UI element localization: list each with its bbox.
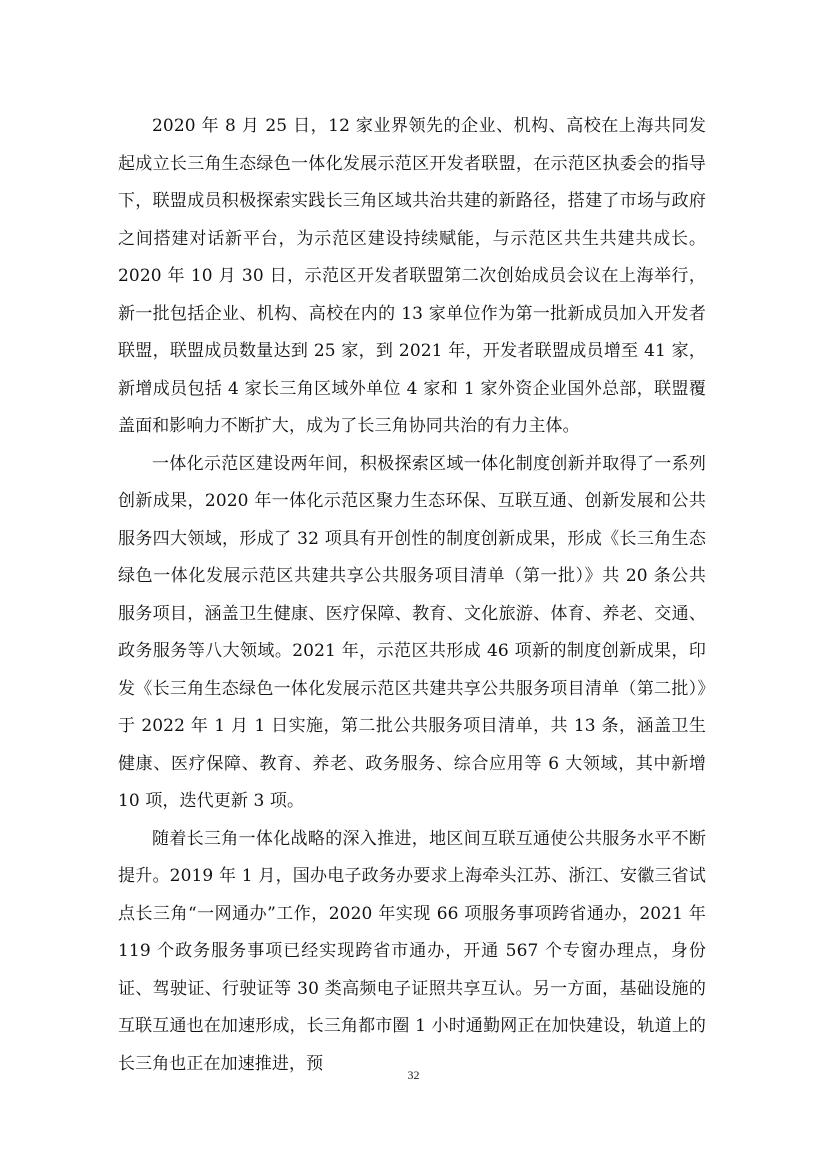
paragraph-developer-alliance: 2020 年 8 月 25 日，12 家业界领先的企业、机构、高校在上海共同发起成立长三角生态绿色一体化发展示范区开发者联盟，在示范区执委会的指导下，联盟成员积极探索实践长三角区域共治共建的新路径，搭建了市场与政府之间搭建对话新平台，为示范区建设持续赋能，与示范区共生共建共成长。2020 年 10 月 30 日，示范区开发者联盟第二次创始成员会议在上海举行，新一批包括企业、机构、高校在内的 13 家单位作为第一批新成员加入开发者联盟，联盟成员数量达到 25 家，到 2021 年，开发者联盟成员增至 41 家，新增成员包括 4 家长三角区域外单位 4 家和 1 家外资企业国外总部，联盟覆盖面和影响力不断扩大，成为了长三角协同共治的有力主体。 xyxy=(118,116,706,436)
paragraph-institutional-innovation: 一体化示范区建设两年间，积极探索区域一体化制度创新并取得了一系列创新成果，2020 年一体化示范区聚力生态环保、互联互通、创新发展和公共服务四大领域，形成了 32 项具有开创性的制度创新成果，形成《长三角生态绿色一体化发展示范区共建共享公共服务项目清单（第一批）》共 20 条公共服务项目，涵盖卫生健康、医疗保障、教育、文化旅游、体育、养老、交通、政务服务等八大领域。2021 年，示范区共形成 46 项新的制度创新成果，印发《长三角生态绿色一体化发展示范区共建共享公共服务项目清单（第二批）》于 2022 年 1 月 1 日实施，第二批公共服务项目清单，共 13 条，涵盖卫生健康、医疗保障、教育、养老、政务服务、综合应用等 6 大领域，其中新增 10 项，迭代更新 3 项。 xyxy=(118,453,706,811)
body-text xyxy=(118,108,706,1083)
paragraph-interconnection: 随着长三角一体化战略的深入推进，地区间互联互通使公共服务水平不断提升。2019 年 1 月，国办电子政务办要求上海牵头江苏、浙江、安徽三省试点长三角“一网通办”工作，2020 年实现 66 项服务事项跨省通办，2021 年 119 个政务服务事项已经实现跨省市通办，开通 567 个专窗办理点，身份证、驾驶证、行驶证等 30 类高频电子证照共享互认。另一方面，基础设施的互联互通也在加速形成，长三角都市圈 1 小时通勤网正在加快建设，轨道上的长三角也正在加速推进，预 xyxy=(118,828,706,1074)
page-number: 32 xyxy=(407,1068,420,1082)
